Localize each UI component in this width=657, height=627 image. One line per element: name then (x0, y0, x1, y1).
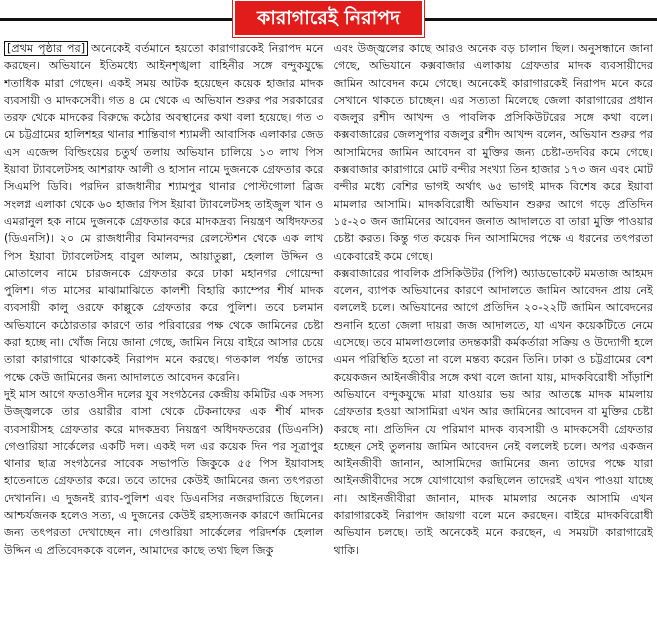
continuation-marker: [প্রথম পৃষ্ঠার পর] (4, 41, 88, 56)
left-column (4, 40, 324, 625)
paragraph: এবং উজ্জ্বলের কাছে আরও অনেক বড় চালান ছিল। অনুসন্ধানে জানা গেছে, অভিযানে কক্সবাজার এলাকায় গ্রেফতার মাদক ব্যবসায়ীদের জামিন আবেদন কমে গেছে। অনেকেই কারাগারকেই নিরাপদ মনে করে সেখানে থাকতে চাচ্ছেন। এর সত্যতা মিলেছে জেলা কারাগারের প্রধান বজলুর রশীদ আখন্দ ও পাবলিক প্রসিকিউটরের সঙ্গে কথা বলে। কক্সবাজারের জেলসুপার বজলুর রশীদ আখন্দ বলেন, অভিযান শুরুর পর আসামিদের জামিন আবেদন বা মুক্তির জন্য চেষ্টা-তদবির কমে গেছে। কক্সবাজার কারাগারে মোট বন্দীর সংখ্যা তিন হাজার ১৭৩ জন এবং মোট বন্দীর মধ্যে বেশির ভাগই অর্থাৎ ৬৫ ভাগই মাদক বিশেষ করে ইয়াবা মামলার আসামি। মাদকবিরোধী অভিযান শুরুর আগে গড়ে প্রতিদিন ১৫-২০ জন জামিনের আবেদন জনাত আদালতে বা তারা মুক্তি পাওয়ার চেষ্টা করত। কিন্তু গত কয়েক দিন আসামিদের পক্ষে এ ধরনের তৎপরতা একেবারেই কমে গেছে। (333, 42, 653, 263)
paragraph (4, 40, 324, 386)
paragraph-text: অনেকেই বর্তমানে হয়তো কারাগারকেই নিরাপদ মনে করছেন। অভিযানে ইতিমধ্যে আইনশৃঙ্খলা বাহিনীর সঙ্গে বন্দুকযুদ্ধে শতাধিক মারা গেছেন। একই সময় আটক হয়েছেন কয়েক হাজার মাদক ব্যবসায়ী ও মাদকসেবী। গত ৪ মে থেকে এ অভিযান শুরুর পর সরকারের তরফ থেকে মাদকের বিরুদ্ধে কঠোর অবস্থানের কথা বলা হয়েছে। গত ৩ মে চট্টগ্রামের হালিশহর থানার শান্তিবাগ শ্যামলী আবাসিক এলাকার জেড এস এজেন্স বিল্ডিংয়ের চতুর্থ তলায় অভিযান চালিয়ে ১৩ লাখ পিস ইয়াবা ট্যাবলেটসহ আশরাফ আলী ও হাসান নামে দুজনকে গ্রেফতার করে সিএমপি ডিবি। পরদিন রাজধানীর শ্যামপুর থানার পোস্টগোলা ব্রিজ সংলগ্ন এলাকা থেকে ৬০ হাজার পিস ইয়াবা ট্যাবলেটসহ তাইজুল খান ও এমরানুল হক নামে দুজনকে গ্রেফতার করে মাদকদ্রব্য নিয়ন্ত্রণ অধিদফতর (ডিএনসি)। ২০ মে রাজধানীর বিমানবন্দর রেলস্টেশন থেকে এক লাখ পিস ইয়াবা ট্যাবলেটসহ বাবুল আলম, আয়াতুল্লা, হেলাল উদ্দিন ও মোতালেব নামে চারজনকে গ্রেফতার করে ঢাকা মহানগর গোয়েন্দা পুলিশ। গত মাসের মাঝামাঝিতে কালশী বিহারি ক্যাম্পের শীর্ষ মাদক ব্যবসায়ী কালু ওরফে কাল্লুকে গ্রেফতার করে পুলিশ। তবে চলমান অভিযানে কঠোরতার কারণে তার পরিবারের পক্ষ থেকে জামিনের চেষ্টা করা হচ্ছে না। খোঁজ নিয়ে জানা গেছে, জামিন নিয়ে বাইরে আসার চেয়ে তারা কারাগারে থাকাকেই নিরাপদ মনে করছে। গতকাল পর্যন্ত তাদের পক্ষে কেউ জামিনের জন্য আদালতে আবেদন করেনি। (4, 42, 324, 384)
article-body (4, 40, 653, 625)
right-column (334, 40, 654, 625)
headline: কারাগারেই নিরাপদ (233, 0, 424, 37)
paragraph: কক্সবাজারের পাবলিক প্রসিকিউটর (পিপি) অ্যাডভোকেট মমতাজ আহমদ বলেন, ব্যাপক অভিযানের কারণে আদালতে জামিন আবেদন প্রায় নেই বললেই চলে। অভিযানের আগে প্রতিদিন ২০-২২টি জামিন আবেদনের শুনানি হতো জেলা দায়রা জজ আদালতে, যা এখন কয়েকটিতে নেমে এসেছে। তবে মামলাগুলোর তদন্তকারী কর্মকর্তারা সক্রিয় ও উদ্যোগী হলে এমন পরিস্থিতি হতো না বলে মন্তব্য করেন তিনি। ঢাকা ও চট্টগ্রামের বেশ কয়েকজন আইনজীবীর সঙ্গে কথা বলে জানা যায়, মাদকবিরোধী সাঁড়াশি অভিযানে বন্দুকযুদ্ধে মারা যাওয়ার ভয় আর আতঙ্কে মাদক মামলায় গ্রেফতার হওয়া আসামিরা এখন আর জামিনের আবেদন বা মুক্তির চেষ্টা করছে না। প্রতিদিন যে পরিমাণ মাদক ব্যবসায়ী ও মাদকসেবী গ্রেফতার হচ্ছেন সেই তুলনায় জামিন আবেদন নেই বললেই চলে। অপর একজন আইনজীবী জানান, আসামিদের জামিনের জন্য তাদের পক্ষে যারা আইনজীবীদের সঙ্গে যোগাযোগ করছিলেন তাদেরই এখন পাওয়া যাচ্ছে না। আইনজীবীরা জানান, মাদক মামলার অনেক আসামি এখন কারাগারকেই নিরাপদ জায়গা বলে মনে করছেন। বাইরে মাদকবিরোধী অভিযান চলছে। তাই অনেকেই মনে করছেন, এ সময়টা কারাগারেই থাকি। (333, 266, 653, 557)
paragraph: দুই মাস আগে ফতাওসীন দলের যুব সংগঠনের কেন্দ্রীয় কমিটির এক সদস্য উজ্জ্বলকে তার ওয়ারীর বাসা থেকে টেকনাফের এক শীর্ষ মাদক ব্যবসায়ীসহ গ্রেফতার করে মাদকদ্রব্য নিয়ন্ত্রণ অধিদফতরের (ডিএনসি) গেণ্ডারিয়া সার্কেলের একটি দল। একই দল এর কয়েক দিন পর সূত্রাপুর থানার ছাত্র সংগঠনের সাবেক সভাপতি জিকুকে ৫৫ পিস ইয়াবাসহ হাতেনাতে গ্রেফতার করে। তবে তাদের কেউই জামিনের জন্য তৎপরতা দেখাননি। এ দুজনই র‌্যাব-পুলিশ এবং ডিএনসির নজরদারিতে ছিলেন। আশ্চর্যজনক হলেও সত্য, এ দুজনের কেউই রহস্যজনক কারণে জামিনের জন্য তৎপরতা দেখাচ্ছেন না। গেণ্ডারিয়া সার্কেলের পরিদর্শক হেলাল উদ্দিন এ প্রতিবেদককে বলেন, আমাদের কাছে তথ্য ছিল জিকু (4, 387, 324, 557)
headline-banner (0, 0, 657, 36)
